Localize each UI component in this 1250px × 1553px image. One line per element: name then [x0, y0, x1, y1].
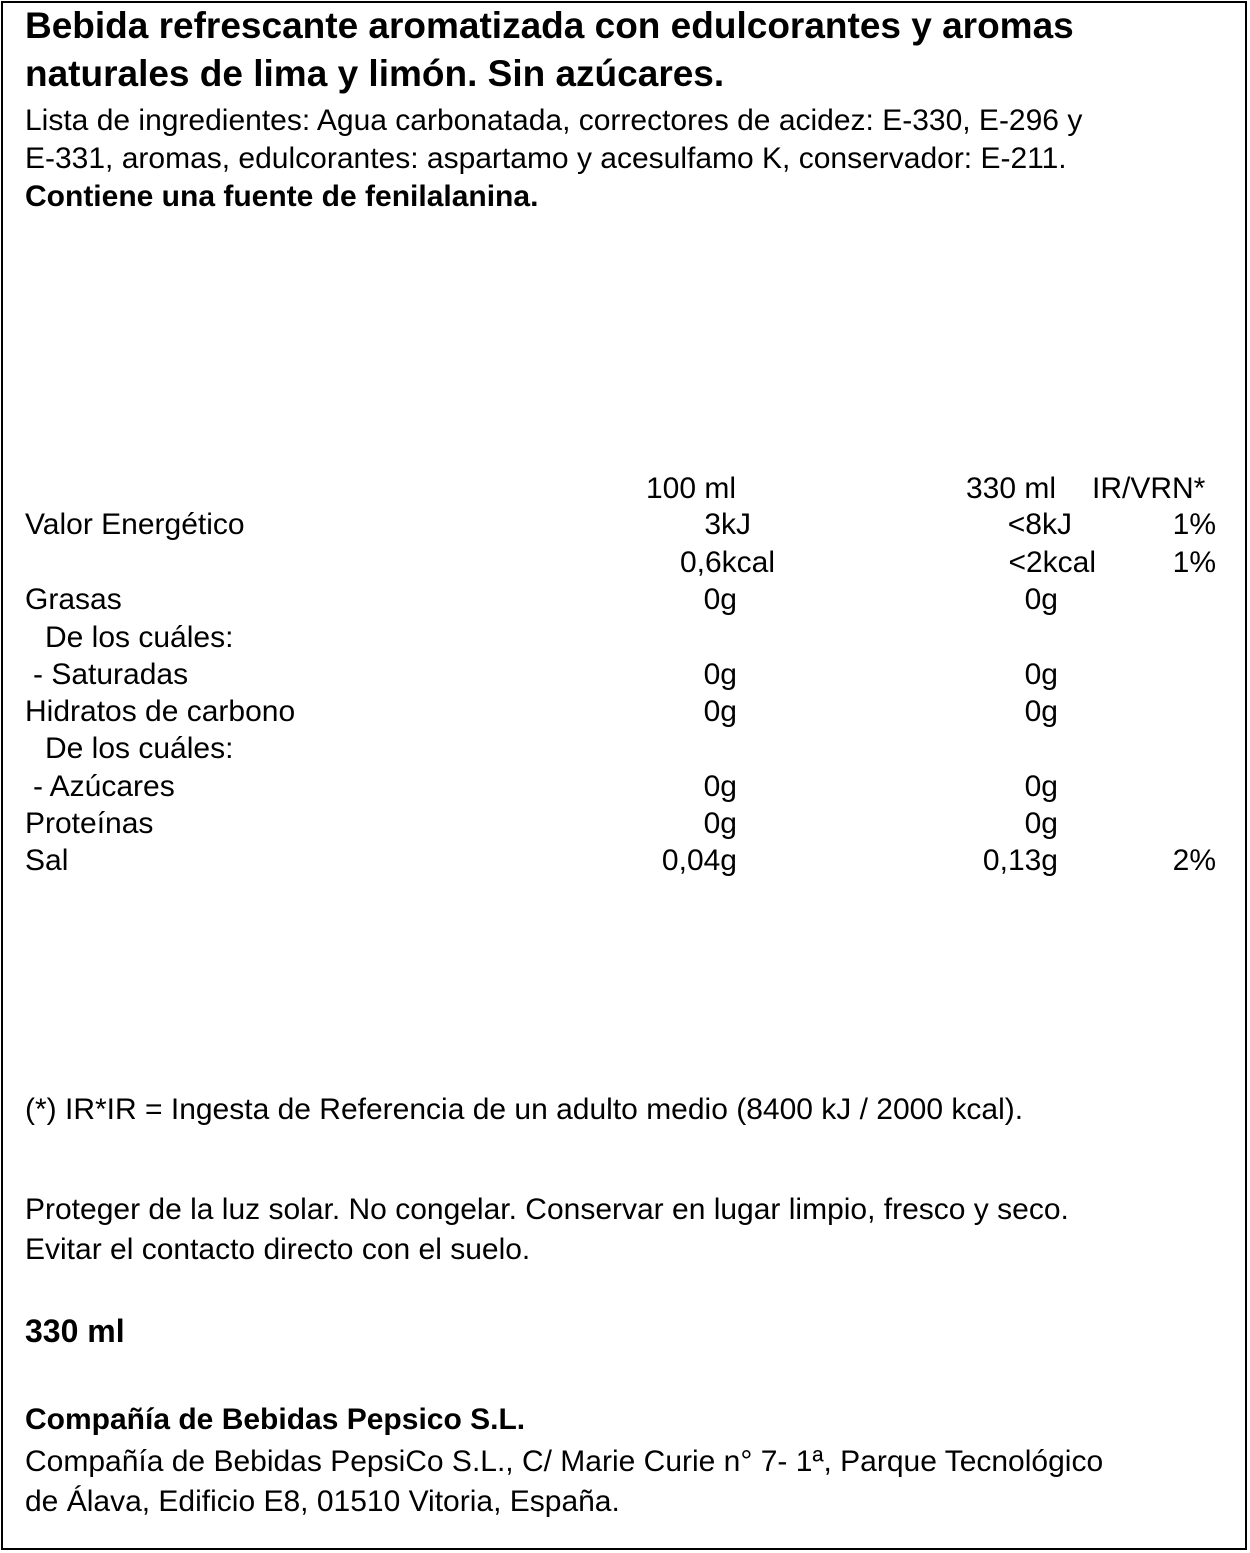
address-line1: Compañía de Bebidas PepsiCo S.L., C/ Marie Curie n° 7- 1ª, Parque Tecnológico — [25, 1445, 1104, 1478]
storage-line2: Evitar el contacto directo con el suelo. — [25, 1233, 531, 1266]
net-volume: 330 ml — [25, 1313, 125, 1349]
nutrition-salt-ir: 2% — [1172, 844, 1216, 877]
nutrition-sugars-330: 0g — [1024, 770, 1058, 803]
nutrition-label-energy: Valor Energético — [25, 508, 245, 541]
nutrition-fat-100: 0g — [703, 583, 737, 616]
nutrition-energy-kj-330: <8kJ — [1007, 508, 1072, 541]
storage-line1: Proteger de la luz solar. No congelar. Conservar en lugar limpio, fresco y seco. — [25, 1193, 1069, 1226]
nutrition-energy-kcal-ir: 1% — [1172, 546, 1216, 579]
company-name: Compañía de Bebidas Pepsico S.L. — [25, 1403, 526, 1436]
nutrition-saturated-330: 0g — [1024, 658, 1058, 691]
nutrition-label-carbs: Hidratos de carbono — [25, 695, 296, 728]
label-frame — [1, 1, 1247, 1550]
ingredients-line2: E-331, aromas, edulcorantes: aspartamo y acesulfamo K, conservador: E-211. — [25, 142, 1067, 175]
nutrition-label-of-which-1: De los cuáles: — [45, 621, 234, 654]
nutrition-carbs-100: 0g — [703, 695, 737, 728]
reference-intake-footnote: (*) IR*IR = Ingesta de Referencia de un adulto medio (8400 kJ / 2000 kcal). — [25, 1093, 1024, 1126]
product-title-line1: Bebida refrescante aromatizada con edulcorantes y aromas — [25, 5, 1074, 46]
nutrition-label-of-which-2: De los cuáles: — [45, 732, 234, 765]
nutrition-fat-330: 0g — [1024, 583, 1058, 616]
nutrition-saturated-100: 0g — [703, 658, 737, 691]
nutrition-protein-330: 0g — [1024, 807, 1058, 840]
nutrition-label-salt: Sal — [25, 844, 69, 877]
nutrition-carbs-330: 0g — [1024, 695, 1058, 728]
nutrition-energy-kj-100: 3kJ — [704, 508, 751, 541]
product-title-line2: naturales de lima y limón. Sin azúcares. — [25, 53, 725, 94]
nutrition-header-ir: IR/VRN* — [1092, 472, 1206, 505]
nutrition-energy-kcal-330: <2kcal — [1008, 546, 1096, 579]
nutrition-energy-kcal-100: 0,6kcal — [679, 546, 775, 579]
nutrition-sugars-100: 0g — [703, 770, 737, 803]
allergen-warning: Contiene una fuente de fenilalanina. — [25, 180, 539, 213]
nutrition-energy-kj-ir: 1% — [1172, 508, 1216, 541]
nutrition-salt-330: 0,13g — [982, 844, 1058, 877]
nutrition-label-fat: Grasas — [25, 583, 122, 616]
nutrition-protein-100: 0g — [703, 807, 737, 840]
nutrition-header-100ml: 100 ml — [646, 472, 737, 505]
address-line2: de Álava, Edificio E8, 01510 Vitoria, España. — [25, 1485, 620, 1518]
nutrition-salt-100: 0,04g — [661, 844, 737, 877]
nutrition-header-330ml: 330 ml — [966, 472, 1057, 505]
nutrition-label-protein: Proteínas — [25, 807, 154, 840]
nutrition-label-sugars: - Azúcares — [33, 770, 175, 803]
nutrition-label-saturated: - Saturadas — [33, 658, 189, 691]
ingredients-line1: Lista de ingredientes: Agua carbonatada, correctores de acidez: E-330, E-296 y — [25, 104, 1083, 137]
